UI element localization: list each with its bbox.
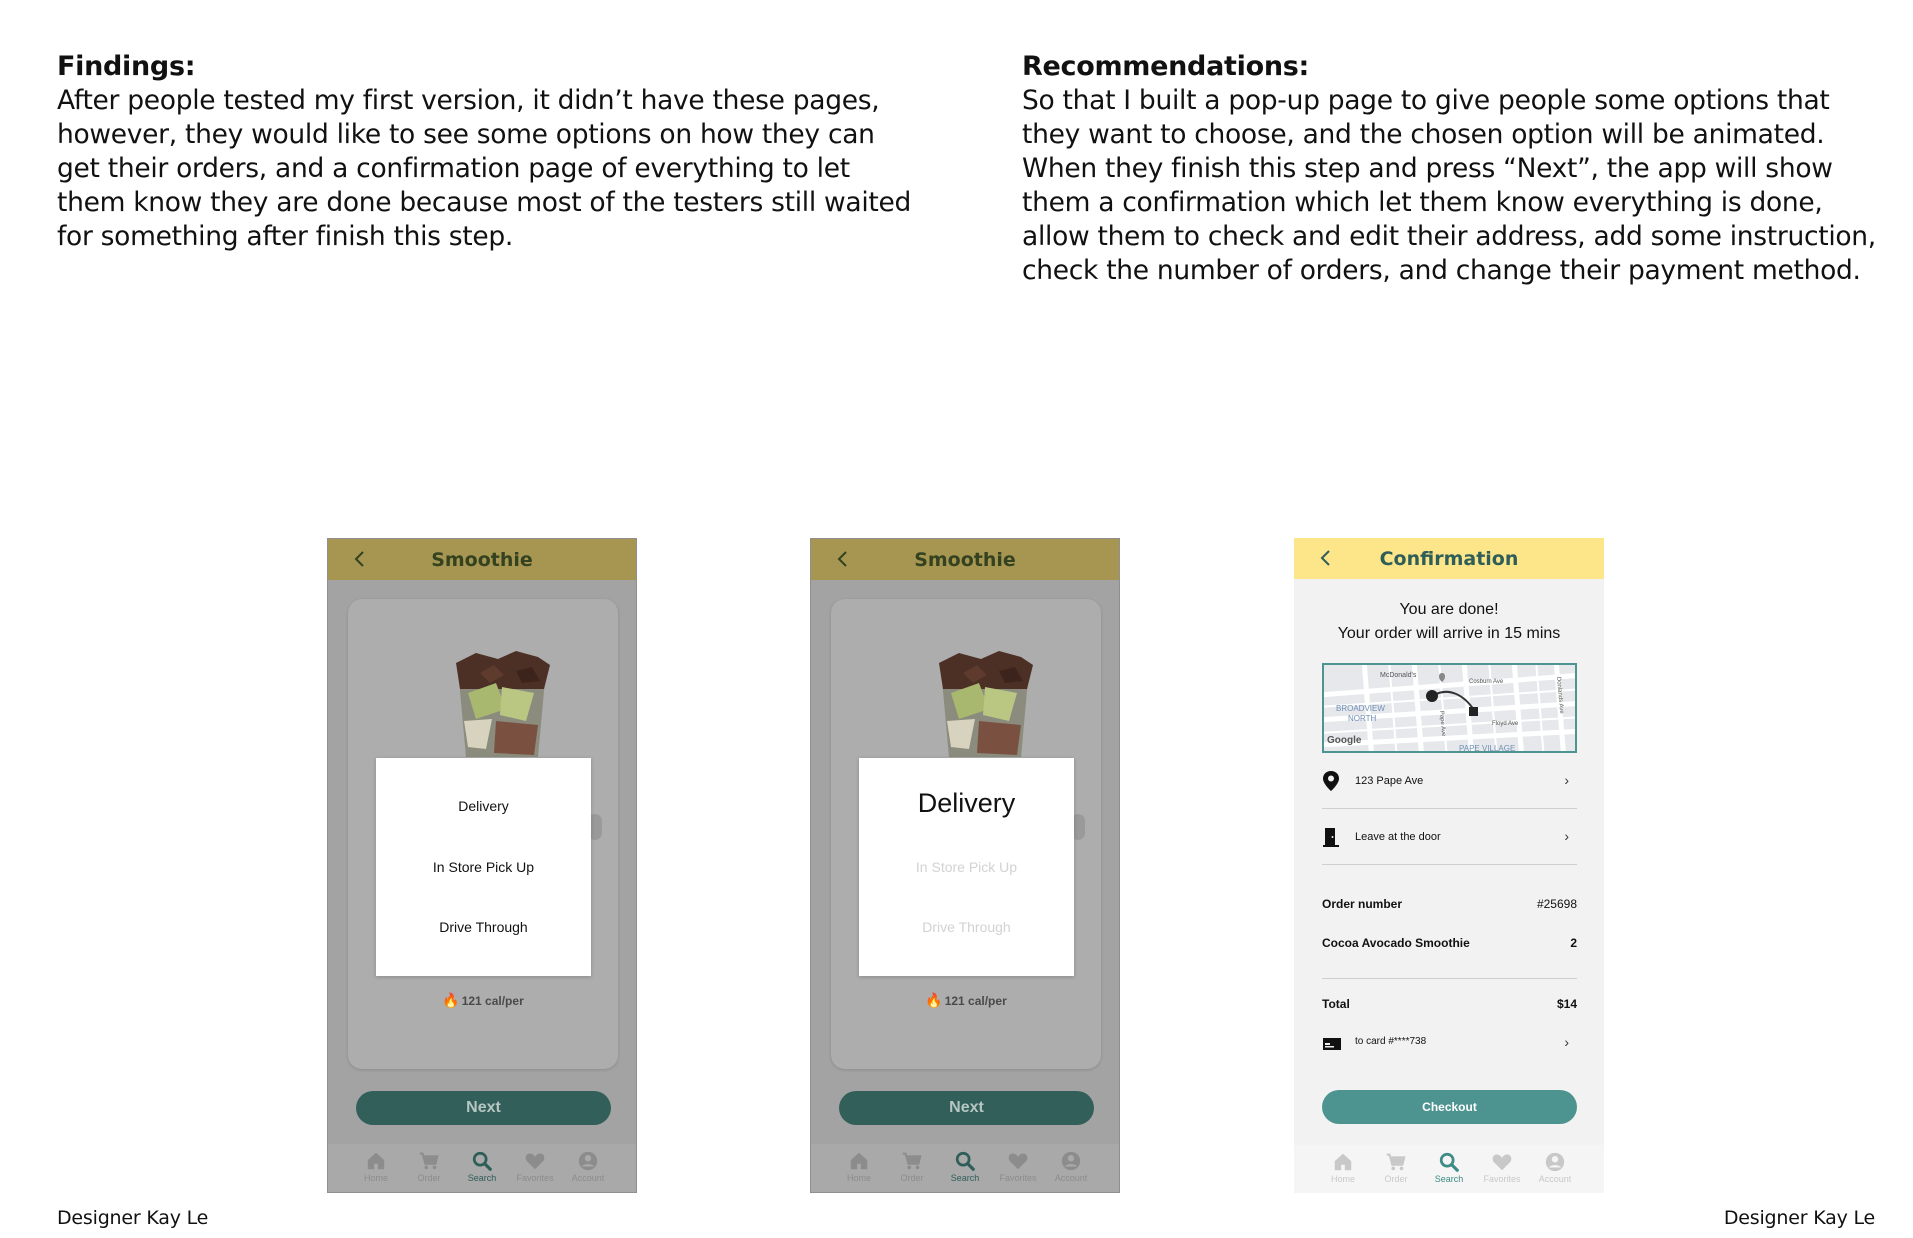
- divider: [1322, 808, 1577, 809]
- heart-icon: [524, 1150, 546, 1172]
- payment-text: to card #****738: [1355, 1036, 1427, 1047]
- designer-credit-right: Designer Kay Le: [1723, 1207, 1875, 1229]
- order-number-value: #25698: [1536, 897, 1577, 911]
- tab-label: Home: [1330, 1174, 1355, 1184]
- back-chevron-icon[interactable]: [350, 548, 368, 570]
- search-icon: [471, 1150, 493, 1172]
- tab-bar: [1294, 1145, 1604, 1193]
- instruction-row[interactable]: [1322, 826, 1577, 848]
- total-row: [1322, 997, 1577, 1011]
- chevron-right-icon: ›: [1564, 772, 1569, 788]
- total-label: Total: [1322, 997, 1350, 1011]
- done-line-2: Your order will arrive in 15 mins: [1337, 625, 1561, 642]
- smoothie-image: [929, 649, 1041, 759]
- cart-icon: [418, 1150, 440, 1172]
- home-icon: [1332, 1151, 1354, 1173]
- tab-label: Home: [846, 1173, 871, 1183]
- delivery-map[interactable]: [1322, 663, 1577, 753]
- tab-label: Search: [950, 1173, 980, 1183]
- divider: [1322, 978, 1577, 979]
- phone-option-selected: [810, 538, 1120, 1193]
- tab-label: Home: [363, 1173, 388, 1183]
- search-icon: [954, 1150, 976, 1172]
- next-button[interactable]: Next: [839, 1091, 1094, 1125]
- payment-row[interactable]: [1322, 1032, 1577, 1052]
- map-label-mcdonalds: McDonald's: [1380, 672, 1417, 679]
- account-icon: [1544, 1151, 1566, 1173]
- tab-favorites[interactable]: [509, 1144, 562, 1192]
- home-icon: [848, 1150, 870, 1172]
- chevron-right-icon: ›: [1564, 1034, 1569, 1050]
- map-label-google: Google: [1327, 735, 1362, 746]
- search-icon: [1438, 1151, 1460, 1173]
- findings-body: After people tested my first version, it didn’t have these pages, however, they would like to see some options on how they can get their orders, and a confirmation page of everything to let them know they are done because most of the testers still waited for something after finish this step.: [57, 85, 912, 252]
- next-button[interactable]: Next: [356, 1091, 611, 1125]
- tab-order[interactable]: [886, 1144, 939, 1192]
- tab-label: Order: [417, 1173, 441, 1183]
- app-header: [811, 539, 1119, 580]
- option-delivery-selected[interactable]: Delivery: [917, 788, 1016, 818]
- calorie-text: 121 cal/per: [461, 994, 524, 1008]
- findings-section: [57, 50, 917, 254]
- total-value: $14: [1556, 997, 1577, 1011]
- recommendations-heading: Recommendations:: [1022, 51, 1310, 82]
- recommendations-line-1: So that I built a pop-up page to give people some options that they want to choose, and the chosen option will be animated.: [1022, 85, 1830, 150]
- heart-icon: [1007, 1150, 1029, 1172]
- address-row[interactable]: [1322, 770, 1577, 792]
- account-icon: [577, 1150, 599, 1172]
- designer-credit-left: Designer Kay Le: [57, 1207, 209, 1229]
- tab-favorites[interactable]: [1476, 1145, 1529, 1193]
- tab-label: Favorites: [1483, 1174, 1521, 1184]
- smoothie-image: [446, 649, 558, 759]
- findings-heading: Findings:: [57, 51, 196, 82]
- back-chevron-icon[interactable]: [833, 548, 851, 570]
- order-item-row: [1322, 936, 1577, 950]
- map-graphic: [1324, 665, 1577, 753]
- map-label-broadview: BROADVIEW: [1336, 704, 1385, 713]
- header-title: Smoothie: [431, 548, 533, 571]
- account-icon: [1060, 1150, 1082, 1172]
- option-in-store-pickup[interactable]: In Store Pick Up: [915, 859, 1018, 875]
- tab-label: Search: [1434, 1174, 1464, 1184]
- back-chevron-icon[interactable]: [1316, 547, 1334, 569]
- app-header: [1294, 538, 1604, 579]
- divider: [1322, 864, 1577, 865]
- done-line-1: You are done!: [1399, 601, 1499, 618]
- app-header: [328, 539, 636, 580]
- cart-icon: [1385, 1151, 1407, 1173]
- tab-order[interactable]: [403, 1144, 456, 1192]
- map-label-cosburn: Cosburn Ave: [1469, 679, 1504, 685]
- cart-icon: [901, 1150, 923, 1172]
- instruction-text: Leave at the door: [1355, 831, 1441, 843]
- tab-label: Account: [1054, 1173, 1088, 1183]
- calorie-info: [348, 992, 618, 1009]
- recommendations-section: [1022, 50, 1892, 288]
- flame-icon: 🔥: [925, 992, 943, 1008]
- option-drive-through[interactable]: Drive Through: [922, 919, 1011, 935]
- recommendations-line-2: When they finish this step and press “Next”, the app will show them a confirmation which let them know everything is done, allow them to check and edit their address, add some instruction, check the number of orders, and change their payment method.: [1022, 153, 1876, 286]
- tab-order[interactable]: [1370, 1145, 1423, 1193]
- map-label-pape-ave: Pape Ave: [1438, 710, 1447, 737]
- phone-options-popup: [327, 538, 637, 1193]
- tab-search[interactable]: [1423, 1145, 1476, 1193]
- tab-account[interactable]: [1045, 1144, 1098, 1192]
- tab-favorites[interactable]: [992, 1144, 1045, 1192]
- card-icon: [1322, 1034, 1342, 1056]
- home-icon: [365, 1150, 387, 1172]
- map-label-pape-village: PAPE VILLAGE: [1459, 744, 1516, 753]
- option-in-store-pickup[interactable]: In Store Pick Up: [432, 859, 535, 875]
- item-quantity: 2: [1570, 936, 1577, 950]
- map-label-donlands: Donlands Ave: [1555, 676, 1565, 714]
- tab-home[interactable]: [350, 1144, 403, 1192]
- calorie-info: [831, 992, 1101, 1009]
- phone-confirmation: [1294, 538, 1604, 1193]
- tab-label: Search: [467, 1173, 497, 1183]
- order-method-popup: [859, 758, 1074, 976]
- tab-label: Account: [1538, 1174, 1572, 1184]
- confirmation-message: [1294, 598, 1604, 646]
- tab-account[interactable]: [1529, 1145, 1582, 1193]
- map-label-north: NORTH: [1348, 714, 1377, 723]
- header-title: Smoothie: [914, 548, 1016, 571]
- tab-bar: [328, 1144, 636, 1192]
- tab-label: Favorites: [516, 1173, 554, 1183]
- tab-bar: [811, 1144, 1119, 1192]
- order-method-popup: [376, 758, 591, 976]
- tab-search[interactable]: [456, 1144, 509, 1192]
- tab-label: Favorites: [999, 1173, 1037, 1183]
- door-icon: [1322, 826, 1342, 848]
- map-label-floyd: Floyd Ave: [1492, 721, 1519, 727]
- order-number-label: Order number: [1322, 897, 1403, 911]
- tab-label: Order: [1384, 1174, 1408, 1184]
- option-delivery[interactable]: Delivery: [458, 798, 509, 814]
- tab-home[interactable]: [1317, 1145, 1370, 1193]
- checkout-button[interactable]: Checkout: [1322, 1090, 1577, 1124]
- flame-icon: 🔥: [442, 992, 460, 1008]
- tab-label: Account: [571, 1173, 605, 1183]
- location-pin-icon: [1322, 770, 1342, 792]
- tab-search[interactable]: [939, 1144, 992, 1192]
- tab-account[interactable]: [562, 1144, 615, 1192]
- tab-home[interactable]: [833, 1144, 886, 1192]
- order-number-row: [1322, 897, 1577, 911]
- option-drive-through[interactable]: Drive Through: [439, 919, 528, 935]
- chevron-right-icon: ›: [1564, 828, 1569, 844]
- calorie-text: 121 cal/per: [944, 994, 1007, 1008]
- tab-label: Order: [900, 1173, 924, 1183]
- header-title: Confirmation: [1379, 547, 1519, 570]
- heart-icon: [1491, 1151, 1513, 1173]
- address-text: 123 Pape Ave: [1355, 775, 1424, 787]
- item-name: Cocoa Avocado Smoothie: [1322, 936, 1470, 950]
